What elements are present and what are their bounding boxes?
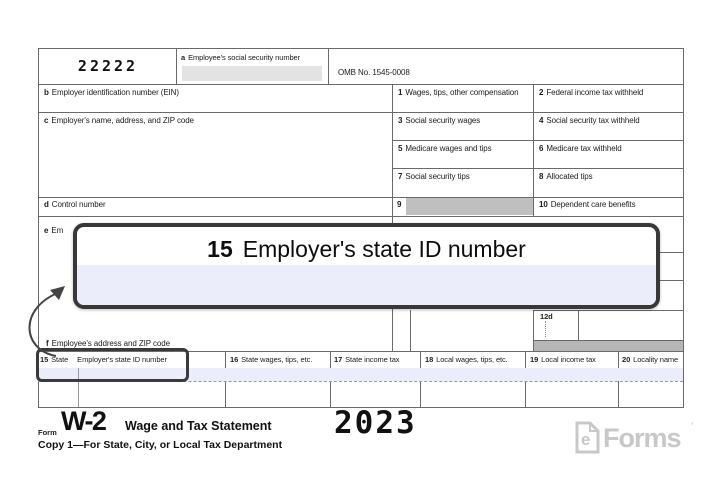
box-5-label: 5 Medicare wages and tips xyxy=(398,144,492,153)
grid-line xyxy=(38,216,683,217)
grid-line xyxy=(533,84,534,216)
box-7-label: 7 Social security tips xyxy=(398,172,470,181)
box-2-label: 2 Federal income tax withheld xyxy=(539,88,644,97)
shaded-bar xyxy=(534,341,683,351)
box-17-label: 17 State income tax xyxy=(334,355,400,364)
callout-input-field[interactable] xyxy=(77,265,656,305)
grid-line xyxy=(328,48,329,84)
logo-trademark: ’ xyxy=(691,421,694,433)
grid-line xyxy=(660,252,683,253)
omb-number: OMB No. 1545-0008 xyxy=(338,68,410,77)
box-1-label: 1 Wages, tips, other compensation xyxy=(398,88,519,97)
box-6-label: 6 Medicare tax withheld xyxy=(539,144,622,153)
grid-line xyxy=(38,84,683,85)
control-code-22222: 22222 xyxy=(77,57,139,75)
logo-letter: e xyxy=(581,430,591,449)
footer-form-word: Form xyxy=(38,428,57,437)
grid-line xyxy=(660,280,683,281)
grid-line xyxy=(392,168,683,169)
box-20-label: 20 Locality name xyxy=(622,355,679,364)
box-16-label: 16 State wages, tips, etc. xyxy=(230,355,313,364)
box-d-label: d Control number xyxy=(44,200,106,209)
box-10-label: 10 Dependent care benefits xyxy=(539,200,636,209)
grid-line xyxy=(38,112,683,113)
box-4-label: 4 Social security tax withheld xyxy=(539,116,640,125)
footer-form-title: Wage and Tax Statement xyxy=(125,419,272,433)
box-9-label: 9 xyxy=(397,200,402,209)
box-12d-label: 12d xyxy=(540,312,553,321)
box-c-label: c Employer's name, address, and ZIP code xyxy=(44,116,194,125)
ssn-input-field[interactable] xyxy=(182,66,322,81)
box-15-magnified-callout xyxy=(73,223,660,309)
grid-line xyxy=(38,197,683,198)
grid-line xyxy=(410,310,411,351)
grid-line xyxy=(392,84,393,351)
grid-line xyxy=(392,140,683,141)
footer-form-number: W-2 xyxy=(61,406,106,436)
logo-text: Forms xyxy=(603,423,681,453)
tax-year: 2023 xyxy=(334,405,417,441)
callout-label: 15 Employer's state ID number xyxy=(207,236,526,262)
code-separator-line xyxy=(545,321,546,337)
box-9-shaded-area xyxy=(406,198,533,215)
box-3-label: 3 Social security wages xyxy=(398,116,481,125)
box-18-label: 18 Local wages, tips, etc. xyxy=(425,355,508,364)
eforms-logo xyxy=(574,421,694,459)
box-f-label: f Employee's address and ZIP code xyxy=(46,339,170,348)
box-19-label: 19 Local income tax xyxy=(530,355,596,364)
box-8-label: 8 Allocated tips xyxy=(539,172,593,181)
footer-copy-line: Copy 1—For State, City, or Local Tax Department xyxy=(38,439,283,451)
box-a-label: a Employee's social security number xyxy=(181,53,301,62)
grid-line xyxy=(533,310,683,311)
document-icon xyxy=(574,421,601,454)
box-b-label: b Employer identification number (EIN) xyxy=(44,88,179,97)
grid-line xyxy=(578,310,579,340)
pointer-arrow-icon xyxy=(16,282,78,358)
box-e-label: e Em xyxy=(44,226,64,235)
grid-line xyxy=(176,48,177,84)
box-15-label: 15 State Employer's state ID number xyxy=(40,355,167,364)
